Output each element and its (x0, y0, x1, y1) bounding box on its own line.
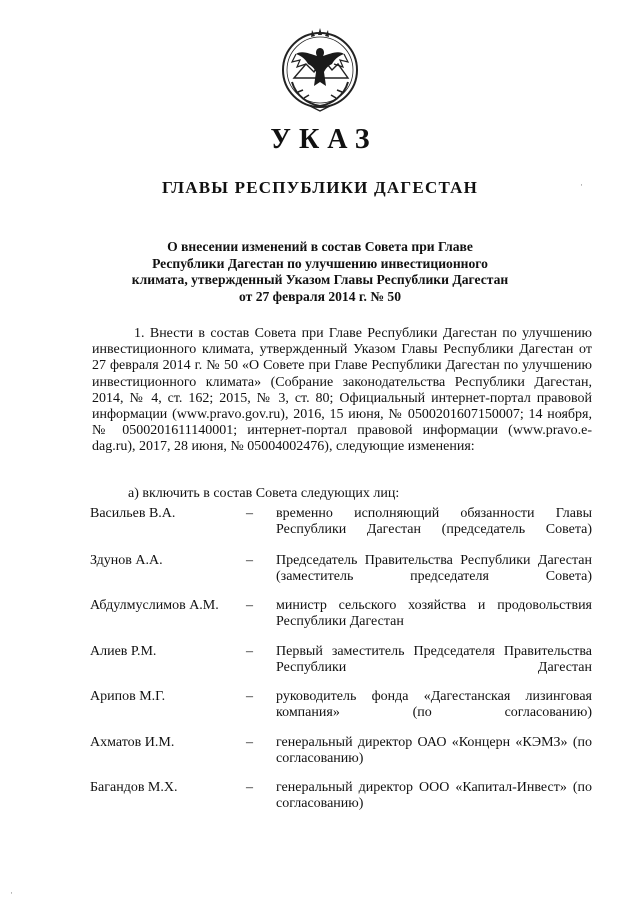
member-role: временно исполняющий обязанности Главы Республики Дагестан (председатель Совета) (276, 506, 592, 538)
member-role: Председатель Правительства Республики Дагестан (заместитель председателя Совета) (276, 553, 592, 585)
heading-line: Республики Дагестан по улучшению инвестиционного (152, 255, 488, 271)
member-role: руководитель фонда «Дагестанская лизинговая компания» (по согласованию) (276, 689, 592, 721)
member-row (90, 780, 592, 820)
heading-line: от 27 февраля 2014 г. № 50 (239, 288, 401, 304)
member-dash: – (246, 644, 253, 659)
member-dash: – (246, 598, 253, 613)
member-name: Арипов М.Г. (90, 689, 166, 704)
member-name: Здунов А.А. (90, 553, 163, 568)
member-name: Ахматов И.М. (90, 735, 175, 750)
decree-heading (92, 239, 548, 305)
scan-speck: · (580, 180, 583, 190)
heading-line: О внесении изменений в состав Совета при Главе (167, 239, 473, 254)
member-dash: – (246, 780, 253, 795)
member-name: Абдулмуслимов А.М. (90, 598, 219, 613)
heading-line: климата, утвержденный Указом Главы Республики Дагестан (131, 272, 509, 287)
member-role: Первый заместитель Председателя Правительства Республики Дагестан (276, 644, 592, 676)
member-row (90, 644, 592, 684)
member-row (90, 735, 592, 775)
subitem-a: а) включить в состав Совета следующих лиц: (128, 486, 400, 501)
member-dash: – (246, 553, 253, 568)
scan-speck: · (10, 888, 13, 898)
coat-of-arms-emblem (270, 20, 370, 116)
document-subtitle: ГЛАВЫ РЕСПУБЛИКИ ДАГЕСТАН (161, 178, 479, 197)
document-title: УКАЗ (270, 124, 378, 155)
member-role: генеральный директор ОАО «Концерн «КЭМЗ» (по согласованию) (276, 735, 592, 767)
member-name: Васильев В.А. (90, 506, 176, 521)
member-row (90, 689, 592, 729)
member-name: Багандов М.Х. (90, 780, 178, 795)
member-dash: – (246, 506, 253, 521)
member-row (90, 506, 592, 546)
member-row (90, 598, 592, 638)
member-dash: – (246, 689, 253, 704)
member-row (90, 553, 592, 593)
member-role: генеральный директор ООО «Капитал-Инвест» (по согласованию) (276, 780, 592, 812)
member-dash: – (246, 735, 253, 750)
main-paragraph (92, 326, 592, 456)
member-name: Алиев Р.М. (90, 644, 157, 659)
paragraph-text: 1. Внести в состав Совета при Главе Республики Дагестан по улучшению инвестиционного климата, утвержденный Указом Главы Республики Дагестан от 27 февраля 2014 г. № 50 «О Совете при Главе Республики Дагестан по улучшению инвестиционного климата» (Собрание законодательства Республики Дагестан, 2014, № 4, ст. 162; 2015, № 3, ст. 80; Официальный интернет-портал правовой информации (www.pravo.gov.ru), 2016, 15 июня, № 0500201607150007; 14 ноября, № 0500201611140001; интернет-портал правовой информации (www.pravo.e-dag.ru), 2017, 28 июня, № 05004002476), следующие изменения: (92, 326, 592, 455)
member-role: министр сельского хозяйства и продовольствия Республики Дагестан (276, 598, 592, 630)
